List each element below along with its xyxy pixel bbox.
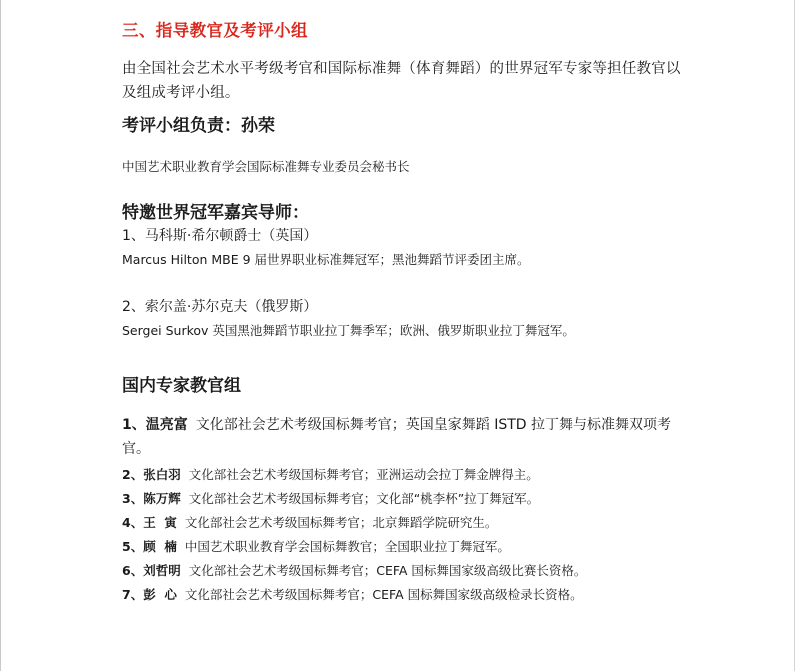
expert-name: 陈万辉 <box>143 491 181 506</box>
leader-line <box>122 113 692 139</box>
expert-item <box>122 465 692 485</box>
expert-description: 文化部社会艺术考级国标舞考官；亚洲运动会拉丁舞金牌得主。 <box>188 467 539 482</box>
expert-number: 2、 <box>122 467 144 482</box>
section-title: 三、指导教官及考评小组 <box>122 21 308 40</box>
guests-heading: 特邀世界冠军嘉宾导师： <box>122 203 309 223</box>
expert-item <box>122 513 692 533</box>
expert-description: 文化部社会艺术考级国标舞考官；文化部“桃李杯”拉丁舞冠军。 <box>188 491 540 506</box>
expert-name: 王 寅 <box>143 515 177 530</box>
leader-name: 孙荣 <box>241 116 275 136</box>
guest-item <box>122 225 692 270</box>
expert-number: 5、 <box>122 539 144 554</box>
guest-item <box>122 296 692 341</box>
expert-list <box>122 413 692 605</box>
expert-description: 文化部社会艺术考级国标舞考官；英国皇家舞蹈 ISTD 拉丁舞与标准舞双项考官。 <box>122 417 671 457</box>
expert-item <box>122 537 692 557</box>
expert-description: 中国艺术职业教育学会国标舞教官；全国职业拉丁舞冠军。 <box>184 539 510 554</box>
expert-number: 4、 <box>122 515 144 530</box>
expert-item <box>122 585 692 605</box>
section-intro: 由全国社会艺术水平考级考官和国际标准舞（体育舞蹈）的世界冠军专家等担任教官以及组成考评小组。 <box>122 61 681 101</box>
expert-name: 彭 心 <box>143 587 177 602</box>
expert-description: 文化部社会艺术考级国标舞考官；北京舞蹈学院研究生。 <box>184 515 498 530</box>
expert-name: 刘哲明 <box>143 563 181 578</box>
expert-description: 文化部社会艺术考级国标舞考官；CEFA 国标舞国家级高级比赛长资格。 <box>188 563 587 578</box>
guest-name: 2、索尔盖·苏尔克夫（俄罗斯） <box>122 299 318 315</box>
guest-description: Marcus Hilton MBE 9 届世界职业标准舞冠军；黑池舞蹈节评委团主席。 <box>122 252 530 267</box>
leader-title: 中国艺术职业教育学会国际标准舞专业委员会秘书长 <box>122 159 410 174</box>
expert-number: 3、 <box>122 491 144 506</box>
experts-heading: 国内专家教官组 <box>122 376 241 396</box>
expert-number: 6、 <box>122 563 144 578</box>
guest-description: Sergei Surkov 英国黑池舞蹈节职业拉丁舞季军；欧洲、俄罗斯职业拉丁舞冠军。 <box>122 323 575 338</box>
expert-item <box>122 413 692 461</box>
expert-name: 张白羽 <box>143 467 181 482</box>
expert-item <box>122 489 692 509</box>
leader-label: 考评小组负责： <box>122 116 241 136</box>
guest-name: 1、马科斯·希尔顿爵士（英国） <box>122 228 318 244</box>
page-content <box>122 18 692 609</box>
expert-number: 7、 <box>122 587 144 602</box>
page-left-edge <box>0 0 1 671</box>
expert-description: 文化部社会艺术考级国标舞考官；CEFA 国标舞国家级高级检录长资格。 <box>184 587 583 602</box>
expert-number: 1、 <box>122 417 146 433</box>
expert-name: 顾 楠 <box>143 539 177 554</box>
expert-name: 温亮富 <box>145 417 188 433</box>
expert-item <box>122 561 692 581</box>
